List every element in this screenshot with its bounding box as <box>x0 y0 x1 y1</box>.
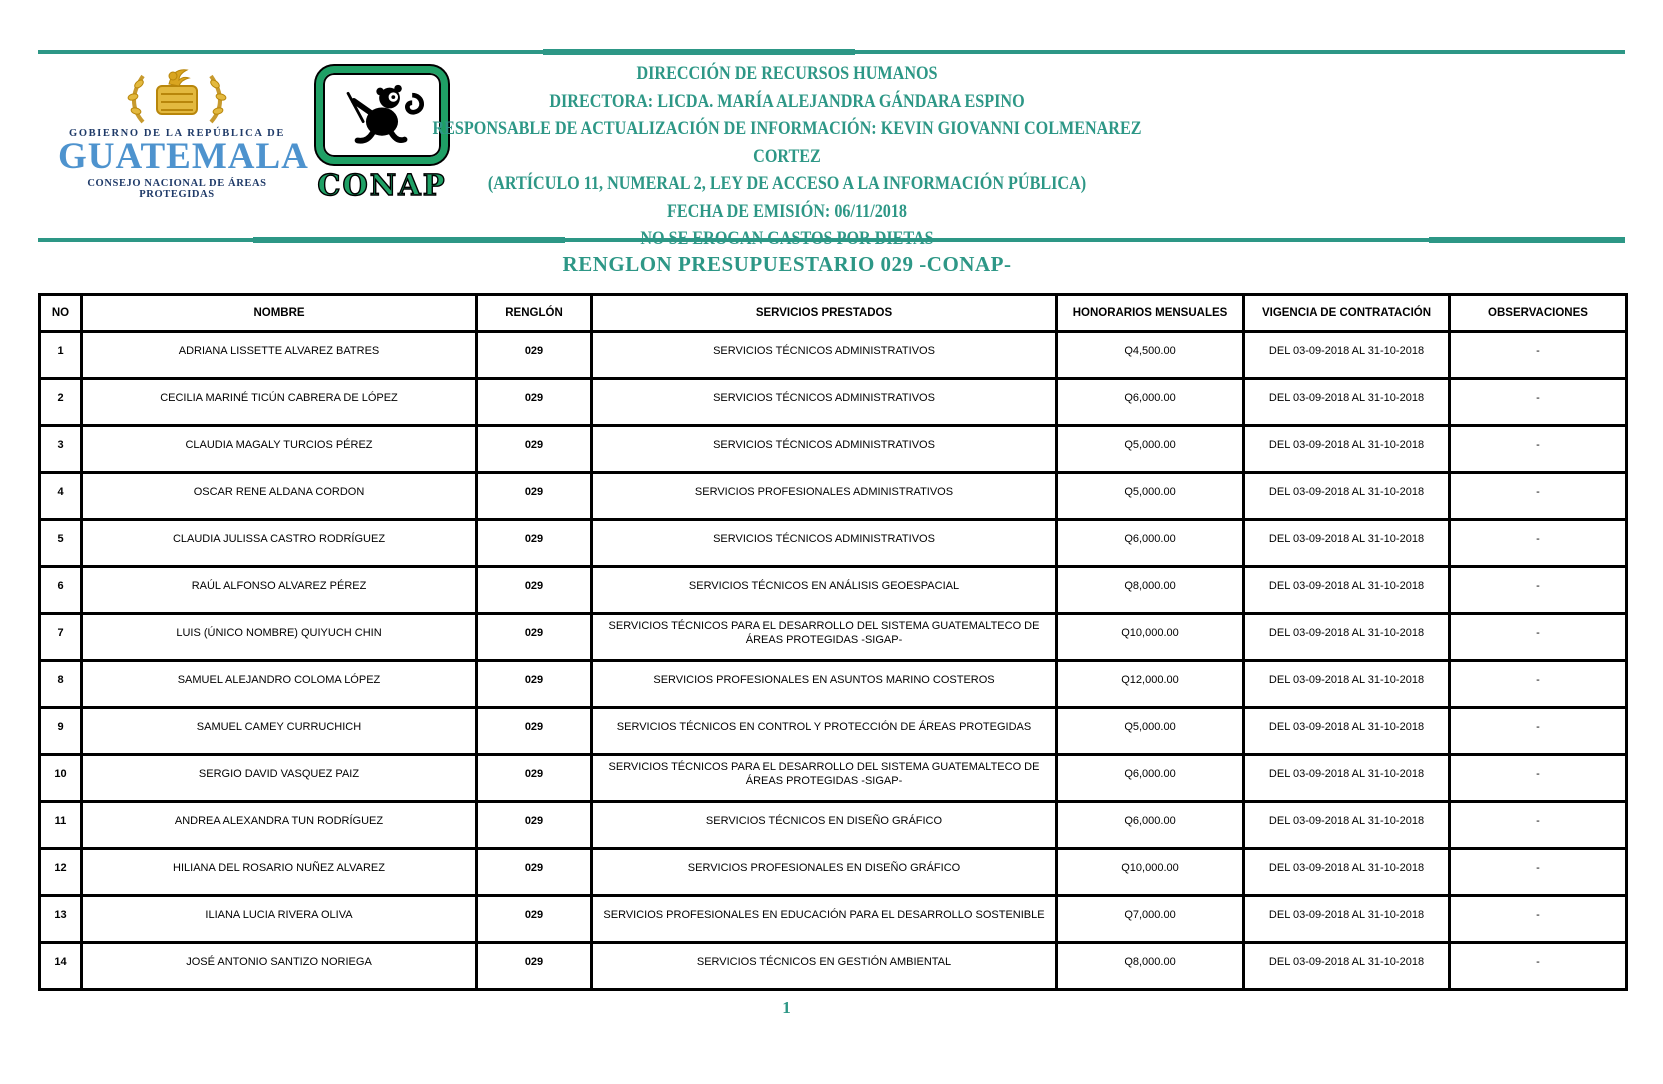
cell-vigencia: DEL 03-09-2018 AL 31-10-2018 <box>1244 473 1450 520</box>
cell-vigencia: DEL 03-09-2018 AL 31-10-2018 <box>1244 661 1450 708</box>
header-line-direccion: DIRECCIÓN DE RECURSOS HUMANOS <box>636 63 938 84</box>
bottom-divider-thick-segment-left <box>253 237 565 243</box>
gov-logo-bottom-text: CONSEJO NACIONAL DE ÁREAS PROTEGIDAS <box>87 178 267 200</box>
cell-no: 3 <box>40 426 82 473</box>
cell-observaciones: - <box>1450 567 1627 614</box>
cell-servicios: SERVICIOS TÉCNICOS EN ANÁLISIS GEOESPACIAL <box>592 567 1057 614</box>
conap-logo-wordmark: CONAP <box>317 168 447 202</box>
cell-no: 4 <box>40 473 82 520</box>
cell-servicios: SERVICIOS TÉCNICOS EN CONTROL Y PROTECCIÓN DE ÁREAS PROTEGIDAS <box>592 708 1057 755</box>
cell-honorarios: Q8,000.00 <box>1057 567 1244 614</box>
cell-honorarios: Q6,000.00 <box>1057 802 1244 849</box>
cell-vigencia: DEL 03-09-2018 AL 31-10-2018 <box>1244 849 1450 896</box>
cell-vigencia: DEL 03-09-2018 AL 31-10-2018 <box>1244 332 1450 379</box>
cell-observaciones: - <box>1450 802 1627 849</box>
table-row <box>40 896 1627 943</box>
gov-logo-top-text: GOBIERNO DE LA REPÚBLICA DE <box>69 128 285 139</box>
cell-observaciones: - <box>1450 379 1627 426</box>
cell-honorarios: Q4,500.00 <box>1057 332 1244 379</box>
cell-renglon: 029 <box>477 379 592 426</box>
table-row <box>40 567 1627 614</box>
cell-vigencia: DEL 03-09-2018 AL 31-10-2018 <box>1244 614 1450 661</box>
cell-nombre: RAÚL ALFONSO ALVAREZ PÉREZ <box>82 567 477 614</box>
cell-no: 14 <box>40 943 82 990</box>
cell-servicios: SERVICIOS TÉCNICOS ADMINISTRATIVOS <box>592 426 1057 473</box>
cell-honorarios: Q8,000.00 <box>1057 943 1244 990</box>
cell-honorarios: Q10,000.00 <box>1057 849 1244 896</box>
header-bottom-divider <box>38 238 1625 242</box>
cell-nombre: OSCAR RENE ALDANA CORDON <box>82 473 477 520</box>
cell-servicios: SERVICIOS TÉCNICOS PARA EL DESARROLLO DEL SISTEMA GUATEMALTECO DE ÁREAS PROTEGIDAS -SIGAP- <box>592 614 1057 661</box>
cell-no: 1 <box>40 332 82 379</box>
cell-nombre: JOSÉ ANTONIO SANTIZO NORIEGA <box>82 943 477 990</box>
cell-no: 5 <box>40 520 82 567</box>
cell-renglon: 029 <box>477 943 592 990</box>
page-number: 1 <box>782 998 791 1017</box>
cell-nombre: SAMUEL ALEJANDRO COLOMA LÓPEZ <box>82 661 477 708</box>
cell-observaciones: - <box>1450 708 1627 755</box>
cell-vigencia: DEL 03-09-2018 AL 31-10-2018 <box>1244 802 1450 849</box>
header-line-fecha-emision: FECHA DE EMISIÓN: 06/11/2018 <box>666 200 908 222</box>
personnel-table <box>38 293 1628 991</box>
cell-honorarios: Q6,000.00 <box>1057 379 1244 426</box>
cell-no: 11 <box>40 802 82 849</box>
cell-vigencia: DEL 03-09-2018 AL 31-10-2018 <box>1244 896 1450 943</box>
top-divider <box>38 50 1625 54</box>
table-header-row <box>40 295 1627 332</box>
table-row <box>40 661 1627 708</box>
cell-vigencia: DEL 03-09-2018 AL 31-10-2018 <box>1244 520 1450 567</box>
cell-nombre: HILIANA DEL ROSARIO NUÑEZ ALVAREZ <box>82 849 477 896</box>
cell-honorarios: Q5,000.00 <box>1057 708 1244 755</box>
cell-renglon: 029 <box>477 849 592 896</box>
column-header-honorarios-mensuales: HONORARIOS MENSUALES <box>1057 295 1244 332</box>
table-row <box>40 614 1627 661</box>
table-row <box>40 332 1627 379</box>
column-header-no: NO <box>40 295 82 332</box>
cell-nombre: ANDREA ALEXANDRA TUN RODRÍGUEZ <box>82 802 477 849</box>
cell-servicios: SERVICIOS TÉCNICOS EN DISEÑO GRÁFICO <box>592 802 1057 849</box>
table-row <box>40 802 1627 849</box>
bottom-divider-thick-segment-right <box>1429 237 1625 243</box>
cell-no: 8 <box>40 661 82 708</box>
gov-logo-guatemala-text: GUATEMALA <box>58 136 309 177</box>
table-row <box>40 755 1627 802</box>
table-row <box>40 520 1627 567</box>
column-header-vigencia-contratacion: VIGENCIA DE CONTRATACIÓN <box>1244 295 1450 332</box>
cell-nombre: SERGIO DAVID VASQUEZ PAIZ <box>82 755 477 802</box>
cell-no: 12 <box>40 849 82 896</box>
cell-nombre: CLAUDIA JULISSA CASTRO RODRÍGUEZ <box>82 520 477 567</box>
cell-honorarios: Q5,000.00 <box>1057 473 1244 520</box>
cell-vigencia: DEL 03-09-2018 AL 31-10-2018 <box>1244 567 1450 614</box>
column-header-renglon: RENGLÓN <box>477 295 592 332</box>
cell-nombre: ADRIANA LISSETTE ALVAREZ BATRES <box>82 332 477 379</box>
cell-nombre: CLAUDIA MAGALY TURCIOS PÉREZ <box>82 426 477 473</box>
cell-servicios: SERVICIOS PROFESIONALES ADMINISTRATIVOS <box>592 473 1057 520</box>
cell-honorarios: Q5,000.00 <box>1057 426 1244 473</box>
cell-observaciones: - <box>1450 426 1627 473</box>
cell-observaciones: - <box>1450 896 1627 943</box>
table-row <box>40 426 1627 473</box>
cell-servicios: SERVICIOS PROFESIONALES EN DISEÑO GRÁFICO <box>592 849 1057 896</box>
cell-observaciones: - <box>1450 849 1627 896</box>
header-line-directora: DIRECTORA: LICDA. MARÍA ALEJANDRA GÁNDARA ESPINO <box>549 90 1025 112</box>
cell-renglon: 029 <box>477 802 592 849</box>
guatemala-government-logo <box>58 64 309 200</box>
cell-honorarios: Q6,000.00 <box>1057 520 1244 567</box>
cell-renglon: 029 <box>477 614 592 661</box>
cell-renglon: 029 <box>477 755 592 802</box>
cell-observaciones: - <box>1450 520 1627 567</box>
cell-servicios: SERVICIOS TÉCNICOS EN GESTIÓN AMBIENTAL <box>592 943 1057 990</box>
table-body <box>40 332 1627 990</box>
cell-servicios: SERVICIOS PROFESIONALES EN EDUCACIÓN PARA EL DESARROLLO SOSTENIBLE <box>592 896 1057 943</box>
cell-honorarios: Q7,000.00 <box>1057 896 1244 943</box>
cell-vigencia: DEL 03-09-2018 AL 31-10-2018 <box>1244 708 1450 755</box>
cell-no: 7 <box>40 614 82 661</box>
cell-renglon: 029 <box>477 567 592 614</box>
cell-honorarios: Q6,000.00 <box>1057 755 1244 802</box>
cell-observaciones: - <box>1450 943 1627 990</box>
cell-observaciones: - <box>1450 473 1627 520</box>
cell-renglon: 029 <box>477 332 592 379</box>
cell-vigencia: DEL 03-09-2018 AL 31-10-2018 <box>1244 755 1450 802</box>
cell-no: 13 <box>40 896 82 943</box>
cell-no: 9 <box>40 708 82 755</box>
cell-servicios: SERVICIOS PROFESIONALES EN ASUNTOS MARINO COSTEROS <box>592 661 1057 708</box>
cell-servicios: SERVICIOS TÉCNICOS PARA EL DESARROLLO DEL SISTEMA GUATEMALTECO DE ÁREAS PROTEGIDAS -SIGAP- <box>592 755 1057 802</box>
top-divider-thick-segment <box>543 49 855 55</box>
guatemala-crest-icon <box>113 64 241 126</box>
table-row <box>40 379 1627 426</box>
cell-vigencia: DEL 03-09-2018 AL 31-10-2018 <box>1244 426 1450 473</box>
table-row <box>40 473 1627 520</box>
header-line-responsable: RESPONSABLE DE ACTUALIZACIÓN DE INFORMACIÓN: KEVIN GIOVANNI COLMENAREZ CORTEZ <box>432 118 1142 167</box>
cell-nombre: ILIANA LUCIA RIVERA OLIVA <box>82 896 477 943</box>
table-row <box>40 708 1627 755</box>
table-row <box>40 943 1627 990</box>
cell-renglon: 029 <box>477 708 592 755</box>
cell-servicios: SERVICIOS TÉCNICOS ADMINISTRATIVOS <box>592 332 1057 379</box>
cell-honorarios: Q12,000.00 <box>1057 661 1244 708</box>
cell-vigencia: DEL 03-09-2018 AL 31-10-2018 <box>1244 943 1450 990</box>
column-header-observaciones: OBSERVACIONES <box>1450 295 1627 332</box>
cell-no: 6 <box>40 567 82 614</box>
cell-nombre: CECILIA MARINÉ TICÚN CABRERA DE LÓPEZ <box>82 379 477 426</box>
cell-renglon: 029 <box>477 520 592 567</box>
cell-honorarios: Q10,000.00 <box>1057 614 1244 661</box>
cell-no: 10 <box>40 755 82 802</box>
cell-nombre: LUIS (ÚNICO NOMBRE) QUIYUCH CHIN <box>82 614 477 661</box>
cell-renglon: 029 <box>477 661 592 708</box>
page-title: RENGLON PRESUPUESTARIO 029 -CONAP- <box>562 252 1012 276</box>
cell-observaciones: - <box>1450 661 1627 708</box>
cell-renglon: 029 <box>477 473 592 520</box>
cell-vigencia: DEL 03-09-2018 AL 31-10-2018 <box>1244 379 1450 426</box>
cell-observaciones: - <box>1450 755 1627 802</box>
cell-observaciones: - <box>1450 614 1627 661</box>
column-header-nombre: NOMBRE <box>82 295 477 332</box>
cell-observaciones: - <box>1450 332 1627 379</box>
column-header-servicios-prestados: SERVICIOS PRESTADOS <box>592 295 1057 332</box>
cell-renglon: 029 <box>477 896 592 943</box>
cell-no: 2 <box>40 379 82 426</box>
cell-servicios: SERVICIOS TÉCNICOS ADMINISTRATIVOS <box>592 520 1057 567</box>
cell-nombre: SAMUEL CAMEY CURRUCHICH <box>82 708 477 755</box>
document-header <box>405 60 1170 253</box>
cell-servicios: SERVICIOS TÉCNICOS ADMINISTRATIVOS <box>592 379 1057 426</box>
header-line-articulo: (ARTÍCULO 11, NUMERAL 2, LEY DE ACCESO A LA INFORMACIÓN PÚBLICA) <box>487 173 1087 194</box>
cell-renglon: 029 <box>477 426 592 473</box>
table-row <box>40 849 1627 896</box>
